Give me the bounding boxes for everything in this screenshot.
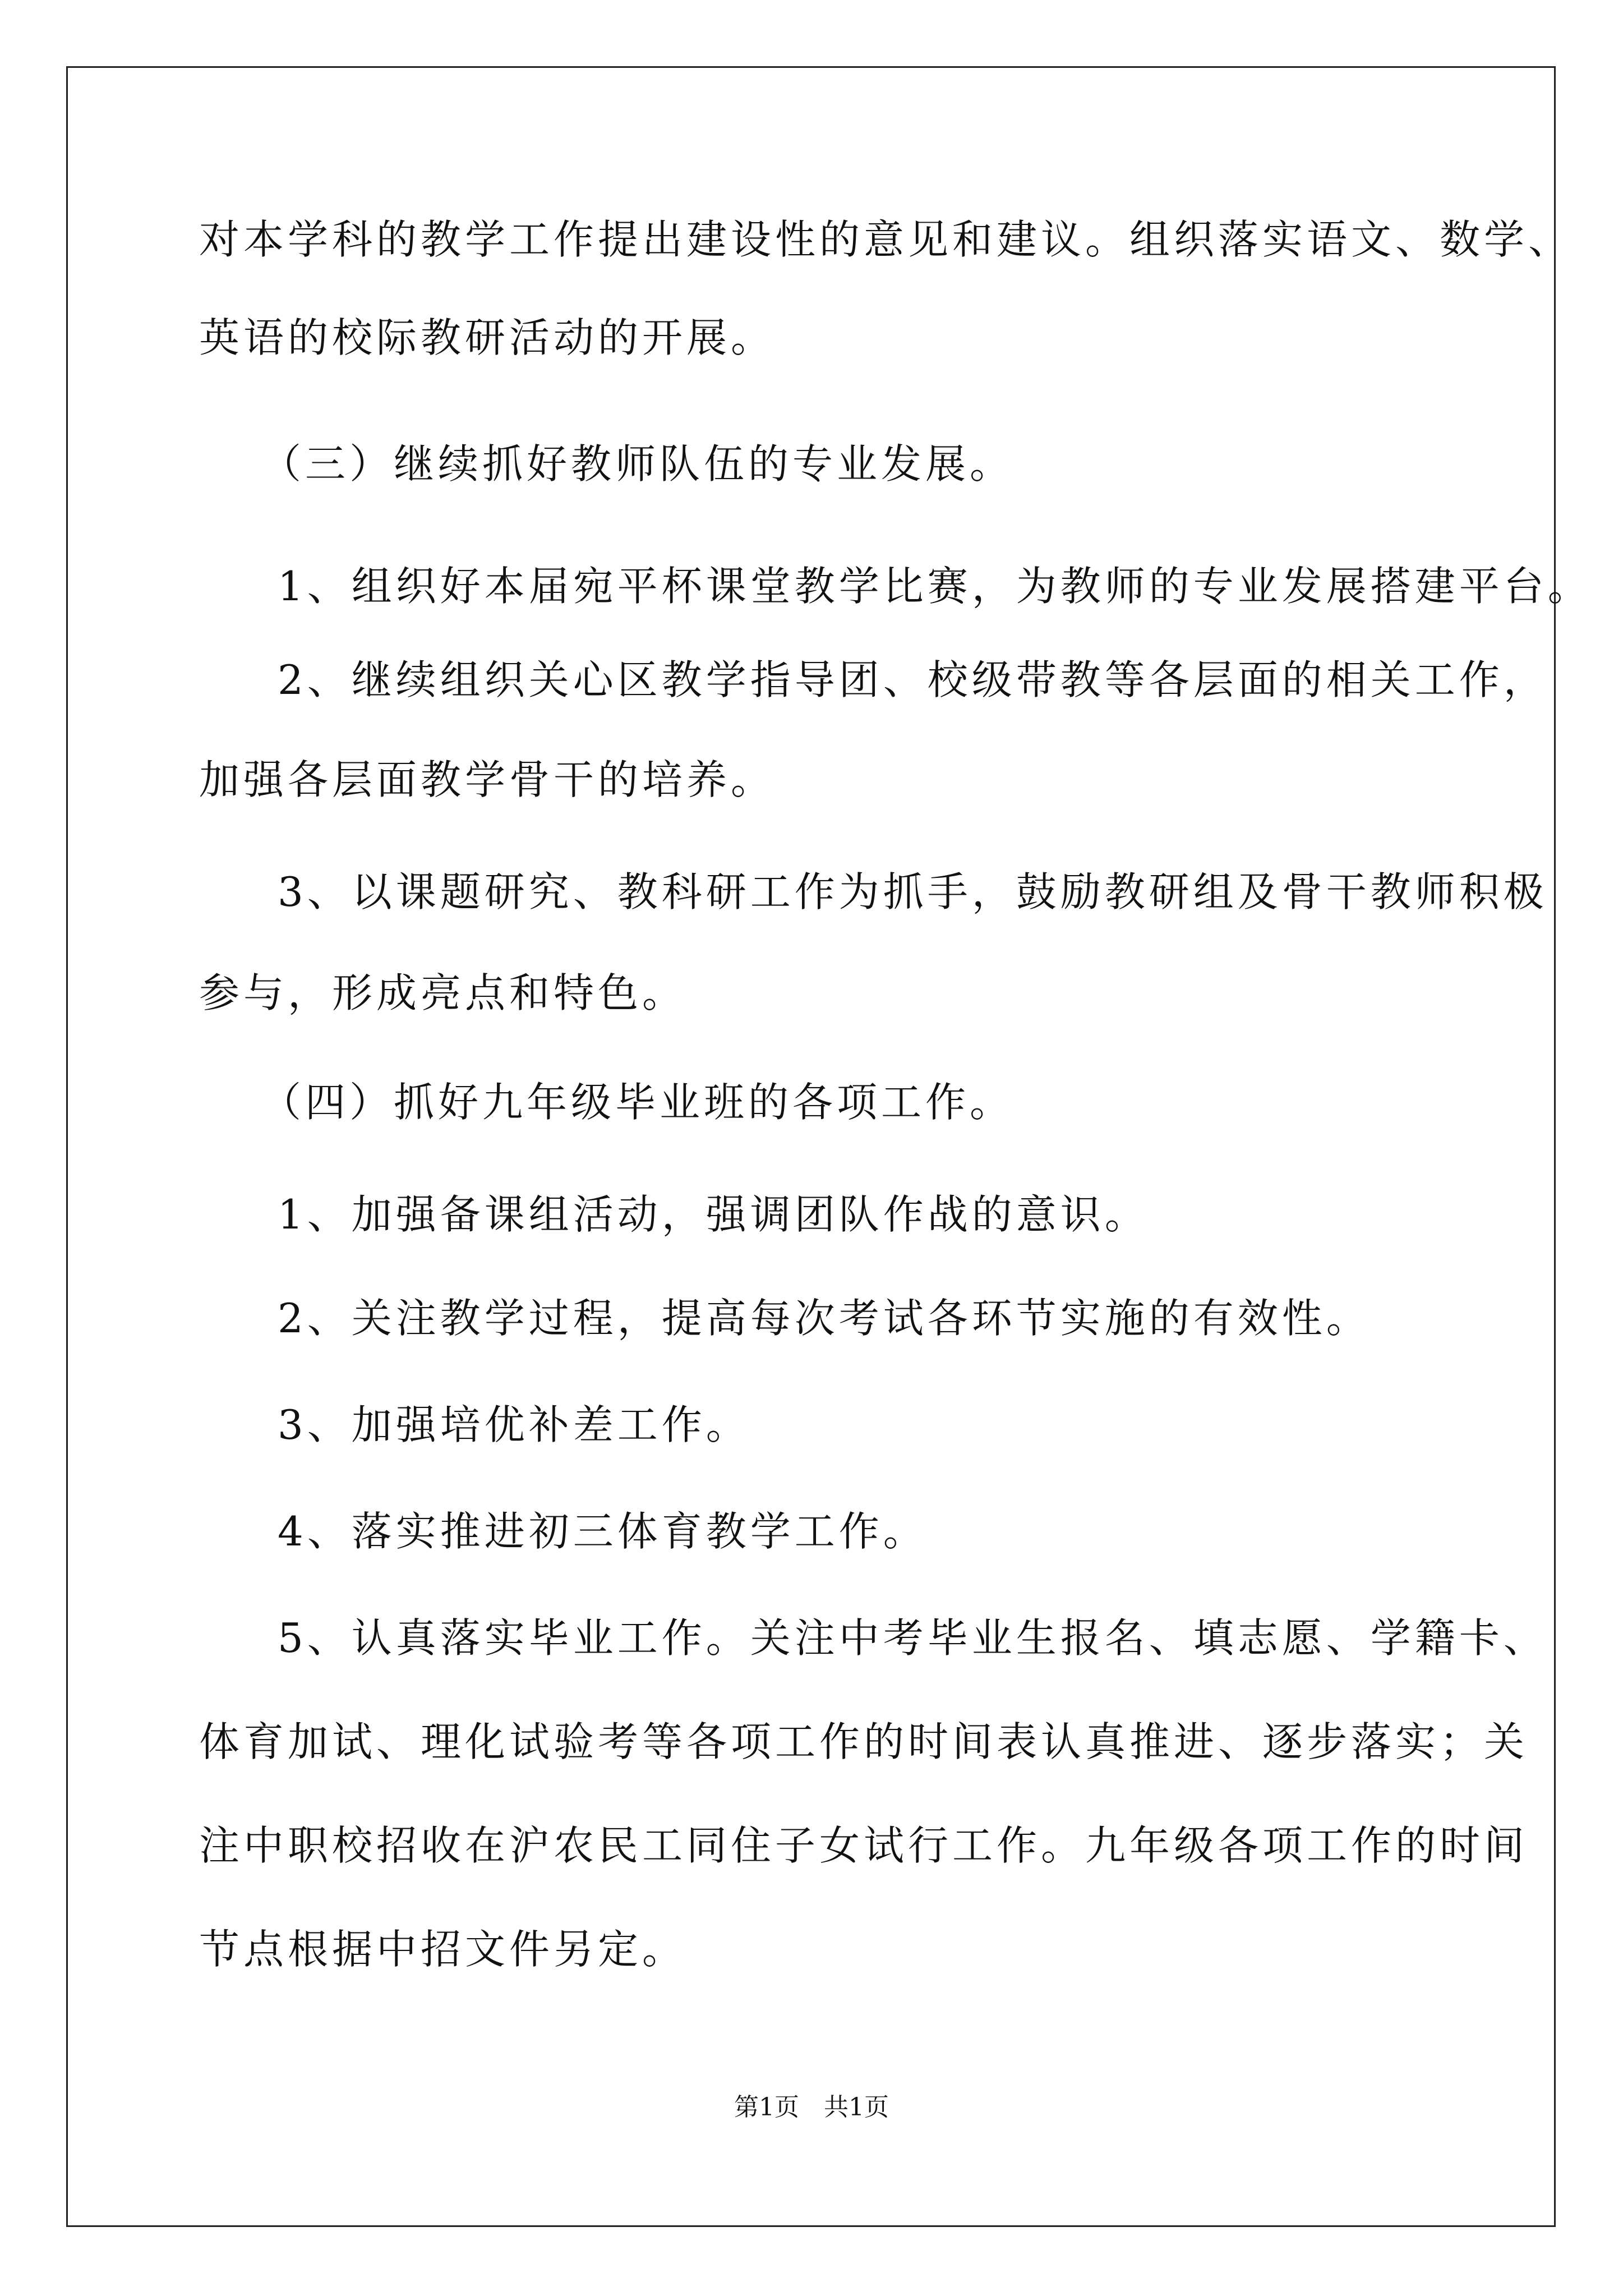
paragraph-line: 3、以课题研究、教科研工作为抓手，鼓励教研组及骨干教师积极 [278, 868, 1548, 915]
paragraph-line: 2、继续组织关心区教学指导团、校级带教等各层面的相关工作， [278, 656, 1548, 703]
paragraph-line: 英语的校际教研活动的开展。 [199, 314, 776, 361]
paragraph-line: 5、认真落实毕业工作。关注中考毕业生报名、填志愿、学籍卡、 [278, 1614, 1548, 1662]
section-heading: （四）抓好九年级毕业班的各项工作。 [261, 1079, 1015, 1126]
paragraph-line: 节点根据中招文件另定。 [199, 1926, 687, 1973]
page-border [66, 66, 1556, 2227]
paragraph-line: 4、落实推进初三体育教学工作。 [278, 1508, 928, 1555]
paragraph-line: 加强各层面教学骨干的培养。 [199, 756, 776, 803]
paragraph-line: 体育加试、理化试验考等各项工作的时间表认真推进、逐步落实；关 [199, 1718, 1529, 1765]
paragraph-line: 1、加强备课组活动，强调团队作战的意识。 [278, 1191, 1149, 1238]
paragraph-line: 对本学科的教学工作提出建设性的意见和建议。组织落实语文、数学、 [199, 216, 1573, 263]
paragraph-line: 2、关注教学过程，提高每次考试各环节实施的有效性。 [278, 1295, 1371, 1342]
paragraph-line: 3、加强培优补差工作。 [278, 1401, 750, 1448]
paragraph-line: 1、组织好本届宛平杯课堂教学比赛，为教师的专业发展搭建平台。 [278, 563, 1592, 610]
page-number-footer: 第1页 共1页 [734, 2093, 889, 2122]
section-heading: （三）继续抓好教师队伍的专业发展。 [261, 440, 1015, 487]
paragraph-line: 参与，形成亮点和特色。 [199, 969, 687, 1016]
paragraph-line: 注中职校招收在沪农民工同住子女试行工作。九年级各项工作的时间 [199, 1822, 1529, 1869]
